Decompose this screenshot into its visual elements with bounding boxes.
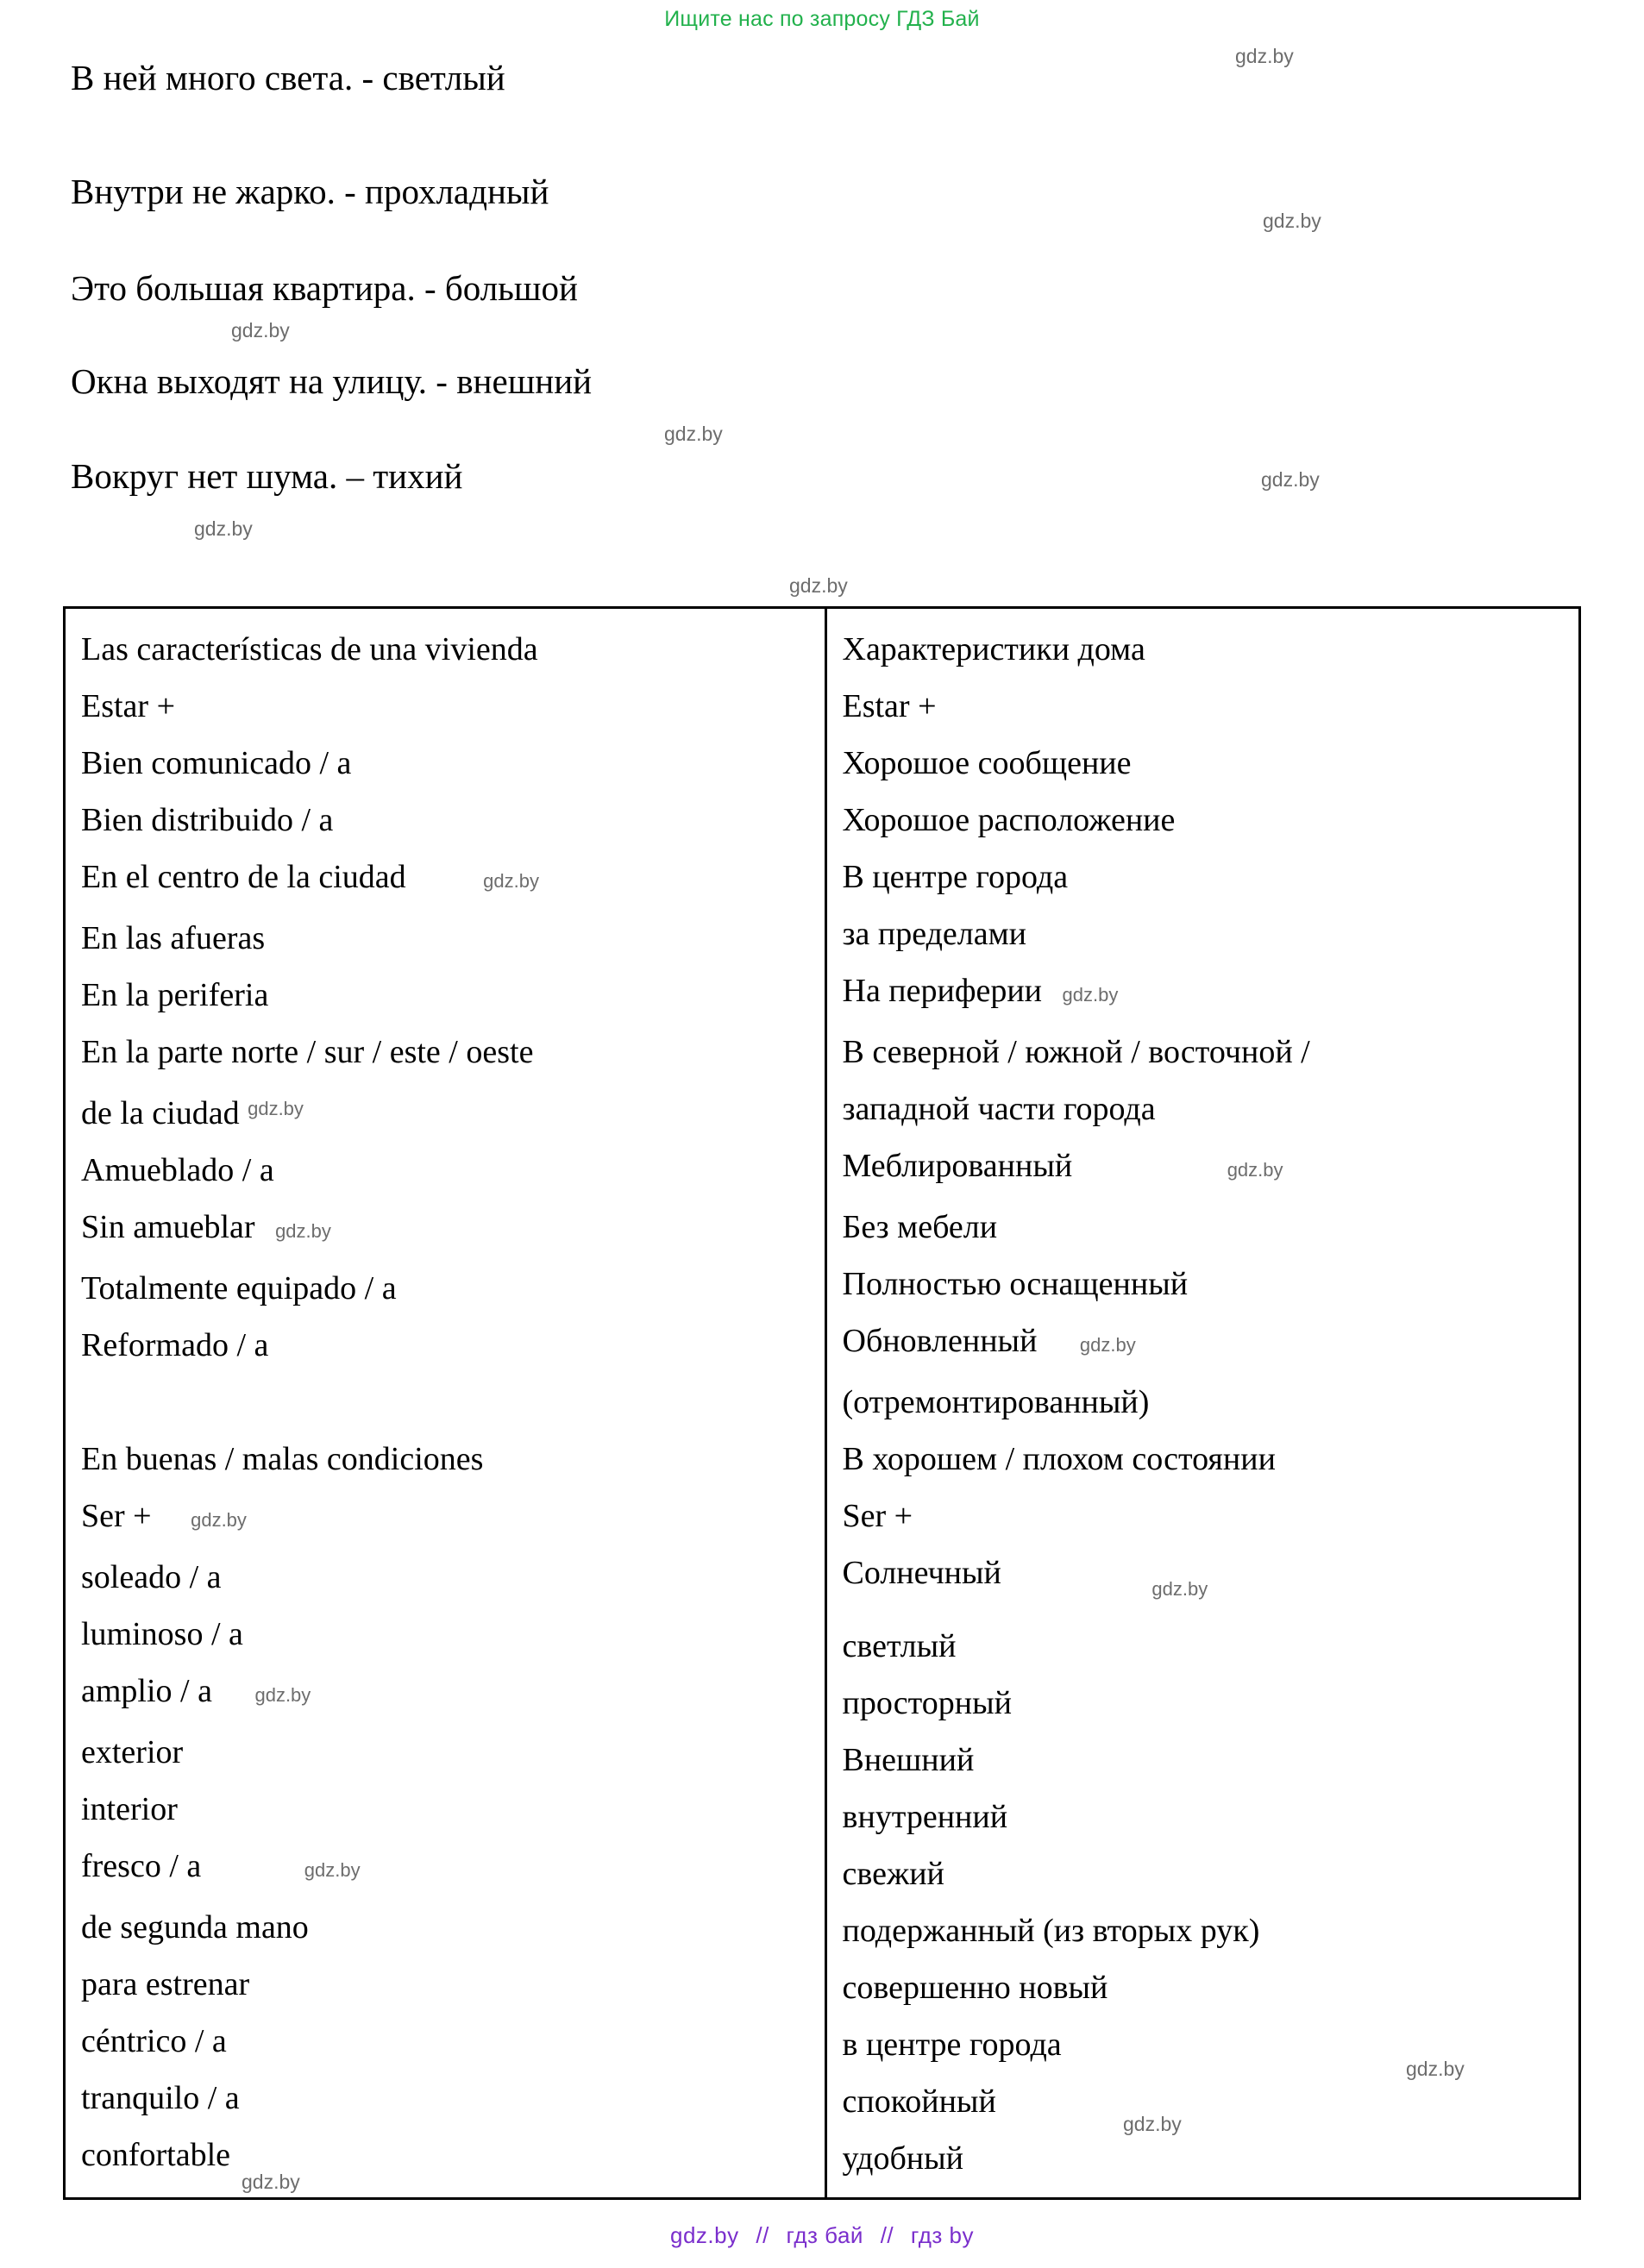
table-row: Las características de una vivienda	[81, 631, 538, 667]
table-row: В северной / южной / восточной /	[842, 1034, 1310, 1070]
footer-links	[0, 2222, 1644, 2249]
table-row: En buenas / malas condiciones	[81, 1441, 484, 1477]
table-row: В центре города	[842, 859, 1069, 895]
watermark: gdz.by	[304, 1859, 361, 1881]
table-row: Estar +	[81, 688, 176, 724]
footer-link-gdz-by[interactable]: gdz.by	[670, 2222, 739, 2248]
table-row: Характеристики дома	[842, 631, 1145, 667]
footer-link-gdz-by-alt[interactable]: гдз by	[910, 2222, 974, 2248]
table-row: Хорошое расположение	[842, 802, 1176, 838]
table-row: luminoso / a	[81, 1616, 243, 1652]
intro-line-4: Окна выходят на улицу. - внешний	[71, 361, 593, 401]
watermark: gdz.by	[1263, 210, 1321, 232]
table-row: soleado / a	[81, 1559, 222, 1595]
watermark: gdz.by	[1151, 1578, 1208, 1600]
watermark: gdz.by	[789, 574, 848, 597]
table-row-with-watermark	[843, 962, 1564, 1024]
table-row-with-watermark	[81, 849, 809, 910]
table-row: céntrico / a	[81, 2023, 227, 2059]
table-row-with-watermark	[81, 1081, 809, 1142]
table-row: в центре города	[842, 2027, 1062, 2063]
watermark: gdz.by	[191, 1509, 247, 1531]
table-row-with-watermark	[843, 1544, 1564, 1618]
watermark: gdz.by	[248, 1098, 304, 1119]
table-row-with-watermark	[843, 1137, 1564, 1199]
table-row: interior	[81, 1791, 178, 1827]
watermark: gdz.by	[275, 1220, 331, 1242]
table-row: свежий	[842, 1856, 944, 1892]
table-row-with-watermark	[843, 1313, 1564, 1374]
table-row: En las afueras	[81, 920, 266, 956]
table-column-spanish	[66, 609, 827, 2197]
table-row-text: Sin amueblar	[81, 1209, 255, 1245]
site-promo-banner: Ищите нас по запросу ГДЗ Бай	[664, 7, 980, 31]
footer-link-gdz-bay[interactable]: гдз бай	[786, 2222, 863, 2248]
table-row: совершенно новый	[842, 1970, 1108, 2006]
table-row: спокойный	[842, 2083, 996, 2120]
table-row-with-watermark	[81, 1838, 809, 1899]
footer-separator: //	[756, 2222, 769, 2248]
table-row-with-watermark	[81, 1488, 809, 1549]
table-row-with-watermark	[81, 1663, 809, 1724]
watermark: gdz.by	[1261, 468, 1320, 491]
table-row-spacer	[81, 1374, 809, 1431]
table-row: de segunda mano	[81, 1909, 309, 1945]
table-row: Без мебели	[842, 1209, 998, 1245]
intro-line-2: Внутри не жарко. - прохладный	[71, 172, 549, 211]
table-row: подержанный (из вторых рук)	[842, 1913, 1260, 1949]
intro-line-3: Это большая квартира. - большой	[71, 268, 578, 308]
table-row-with-watermark	[81, 1199, 809, 1260]
table-row: En la periferia	[81, 977, 269, 1013]
table-row-text: Меблированный	[842, 1148, 1073, 1184]
table-row-text: Обновленный	[842, 1323, 1038, 1359]
table-row: Хорошое сообщение	[842, 745, 1132, 781]
table-row: tranquilo / a	[81, 2080, 240, 2116]
footer-separator: //	[880, 2222, 894, 2248]
table-row: за пределами	[842, 916, 1026, 952]
table-row-text: amplio / a	[81, 1673, 212, 1709]
intro-line-1: В ней много света. - светлый	[71, 58, 505, 97]
table-row: удобный	[842, 2140, 963, 2177]
table-row-text: fresco / a	[81, 1848, 202, 1884]
table-row-text: На периферии	[842, 973, 1043, 1009]
table-column-russian	[827, 609, 1579, 2197]
table-row-text: de la ciudad	[81, 1095, 240, 1131]
table-row-text: En el centro de la ciudad	[81, 859, 406, 895]
watermark: gdz.by	[1235, 45, 1294, 67]
table-row: В хорошем / плохом состоянии	[842, 1441, 1276, 1477]
table-row: Totalmente equipado / a	[81, 1270, 397, 1306]
watermark: gdz.by	[1062, 984, 1119, 1006]
table-row: Ser +	[842, 1498, 913, 1534]
watermark: gdz.by	[194, 517, 253, 540]
table-row: светлый	[842, 1628, 957, 1664]
table-row: внутренний	[842, 1799, 1008, 1835]
watermark: gdz.by	[483, 870, 539, 892]
table-row: Reformado / a	[81, 1327, 269, 1363]
watermark: gdz.by	[1406, 2058, 1465, 2080]
table-row: Внешний	[842, 1742, 975, 1778]
table-row: para estrenar	[81, 1966, 250, 2002]
table-row: En la parte norte / sur / este / oeste	[81, 1034, 534, 1070]
table-row: Estar +	[842, 688, 937, 724]
table-row-text: Солнечный	[842, 1555, 1001, 1591]
watermark: gdz.by	[1079, 1334, 1136, 1356]
table-row: (отремонтированный)	[842, 1384, 1150, 1420]
watermark: gdz.by	[664, 423, 723, 445]
table-row: западной части города	[842, 1091, 1156, 1127]
table-row: Amueblado / a	[81, 1152, 274, 1188]
table-row: просторный	[842, 1685, 1012, 1721]
watermark: gdz.by	[1123, 2113, 1182, 2135]
watermark: gdz.by	[254, 1684, 311, 1706]
table-row: Bien distribuido / a	[81, 802, 334, 838]
vocabulary-table	[63, 606, 1581, 2200]
table-row: confortable	[81, 2137, 231, 2173]
table-row: Bien comunicado / a	[81, 745, 352, 781]
watermark: gdz.by	[242, 2171, 300, 2193]
table-row: exterior	[81, 1734, 184, 1770]
watermark: gdz.by	[231, 319, 290, 341]
table-row-text: Ser +	[81, 1498, 152, 1534]
table-row: Полностью оснащенный	[842, 1266, 1189, 1302]
intro-line-5: Вокруг нет шума. – тихий	[71, 456, 463, 496]
watermark: gdz.by	[1227, 1159, 1283, 1181]
